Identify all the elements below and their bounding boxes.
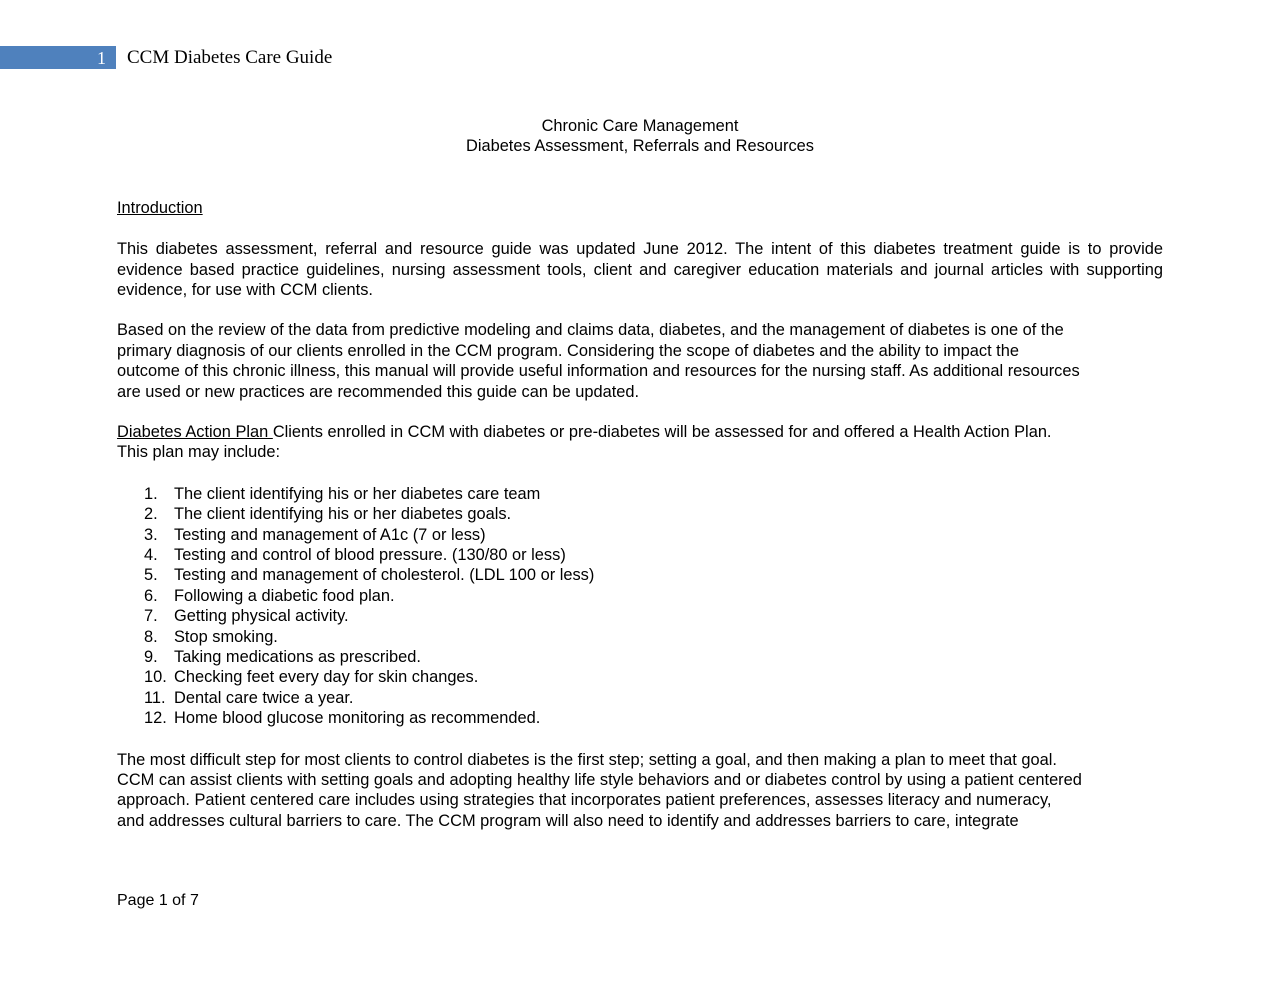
- list-item: [117, 627, 1163, 647]
- list-item: [117, 688, 1163, 708]
- list-item-text: Checking feet every day for skin changes.: [174, 668, 479, 687]
- document-body: [117, 116, 1163, 831]
- list-item: [117, 667, 1163, 687]
- action-plan-list: [117, 484, 1163, 729]
- based-line: primary diagnosis of our clients enrolled in the CCM program. Considering the scope of diabetes and the ability to impact the: [117, 341, 1019, 360]
- based-line: Based on the review of the data from predictive modeling and claims data, diabetes, and the management of diabetes is one of the: [117, 321, 1064, 340]
- list-item-number: 4.: [144, 546, 158, 565]
- header-title: CCM Diabetes Care Guide: [127, 47, 333, 68]
- list-item: [117, 606, 1163, 626]
- list-item-text: Home blood glucose monitoring as recommended.: [174, 709, 541, 728]
- list-item-text: The client identifying his or her diabetes goals.: [174, 505, 512, 524]
- list-item: [117, 647, 1163, 667]
- running-header: [0, 46, 600, 69]
- based-paragraph: [117, 320, 1163, 402]
- list-item-text: The client identifying his or her diabetes care team: [174, 484, 541, 503]
- intro-heading: Introduction: [117, 198, 203, 217]
- final-line: The most difficult step for most clients to control diabetes is the first step; setting a goal, and then making a plan to meet that goal.: [117, 750, 1057, 769]
- header-page-number: 1: [97, 48, 106, 68]
- page-footer: Page 1 of 7: [117, 892, 199, 909]
- based-line: are used or new practices are recommended this guide can be updated.: [117, 382, 640, 401]
- list-item: [117, 504, 1163, 524]
- list-item-number: 2.: [144, 505, 158, 524]
- list-item: [117, 484, 1163, 504]
- list-item: [117, 565, 1163, 585]
- action-plan-label: Diabetes Action Plan: [117, 423, 273, 442]
- list-item-number: 10.: [144, 668, 167, 687]
- list-item-number: 5.: [144, 566, 158, 585]
- header-color-bar: [0, 46, 116, 69]
- list-item-number: 6.: [144, 586, 158, 605]
- list-item-text: Dental care twice a year.: [174, 688, 354, 707]
- list-item-number: 1.: [144, 484, 158, 503]
- based-line: outcome of this chronic illness, this manual will provide useful information and resources for the nursing staff. As additional resources: [117, 362, 1080, 381]
- list-item-text: Following a diabetic food plan.: [174, 586, 395, 605]
- list-item-text: Taking medications as prescribed.: [174, 648, 421, 666]
- final-line: approach. Patient centered care includes using strategies that incorporates patient preferences, assesses literacy and numeracy,: [117, 791, 1052, 810]
- list-item-number: 11.: [144, 688, 166, 707]
- final-paragraph: [117, 750, 1163, 832]
- list-item-number: 12.: [144, 709, 167, 728]
- document-title-line1: Chronic Care Management: [541, 117, 739, 135]
- list-item: [117, 586, 1163, 606]
- list-item-number: 9.: [144, 648, 158, 666]
- document-title-line2: Diabetes Assessment, Referrals and Resources: [465, 137, 814, 156]
- final-line: and addresses cultural barriers to care. The CCM program will also need to identify and addresses barriers to care, integrate: [117, 811, 1019, 830]
- list-item-number: 3.: [144, 525, 158, 544]
- list-item-text: Getting physical activity.: [174, 607, 349, 626]
- list-item: [117, 525, 1163, 545]
- list-item-text: Testing and management of cholesterol. (LDL 100 or less): [174, 566, 595, 585]
- list-item-number: 7.: [144, 607, 158, 626]
- action-plan-text-line2: This plan may include:: [117, 443, 281, 462]
- list-item-text: Testing and control of blood pressure. (130/80 or less): [174, 546, 566, 565]
- intro-paragraph: This diabetes assessment, referral and resource guide was updated June 2012. The intent of this diabetes treatment guide is to provide evidence based practice guidelines, nursing assessment tools, client and caregiver education materials and journal articles with supporting evidence, for use with CCM clients.: [117, 240, 1163, 300]
- list-item: [117, 545, 1163, 565]
- action-plan-paragraph: [117, 422, 1163, 463]
- list-item: [117, 708, 1163, 728]
- list-item-text: Testing and management of A1c (7 or less): [174, 525, 486, 544]
- list-item-text: Stop smoking.: [174, 627, 278, 646]
- list-item-number: 8.: [144, 627, 158, 646]
- final-line: CCM can assist clients with setting goals and adopting healthy life style behaviors and or diabetes control by using a patient centered: [117, 770, 1082, 789]
- action-plan-text: Clients enrolled in CCM with diabetes or pre-diabetes will be assessed for and offered a Health Action Plan.: [272, 423, 1052, 442]
